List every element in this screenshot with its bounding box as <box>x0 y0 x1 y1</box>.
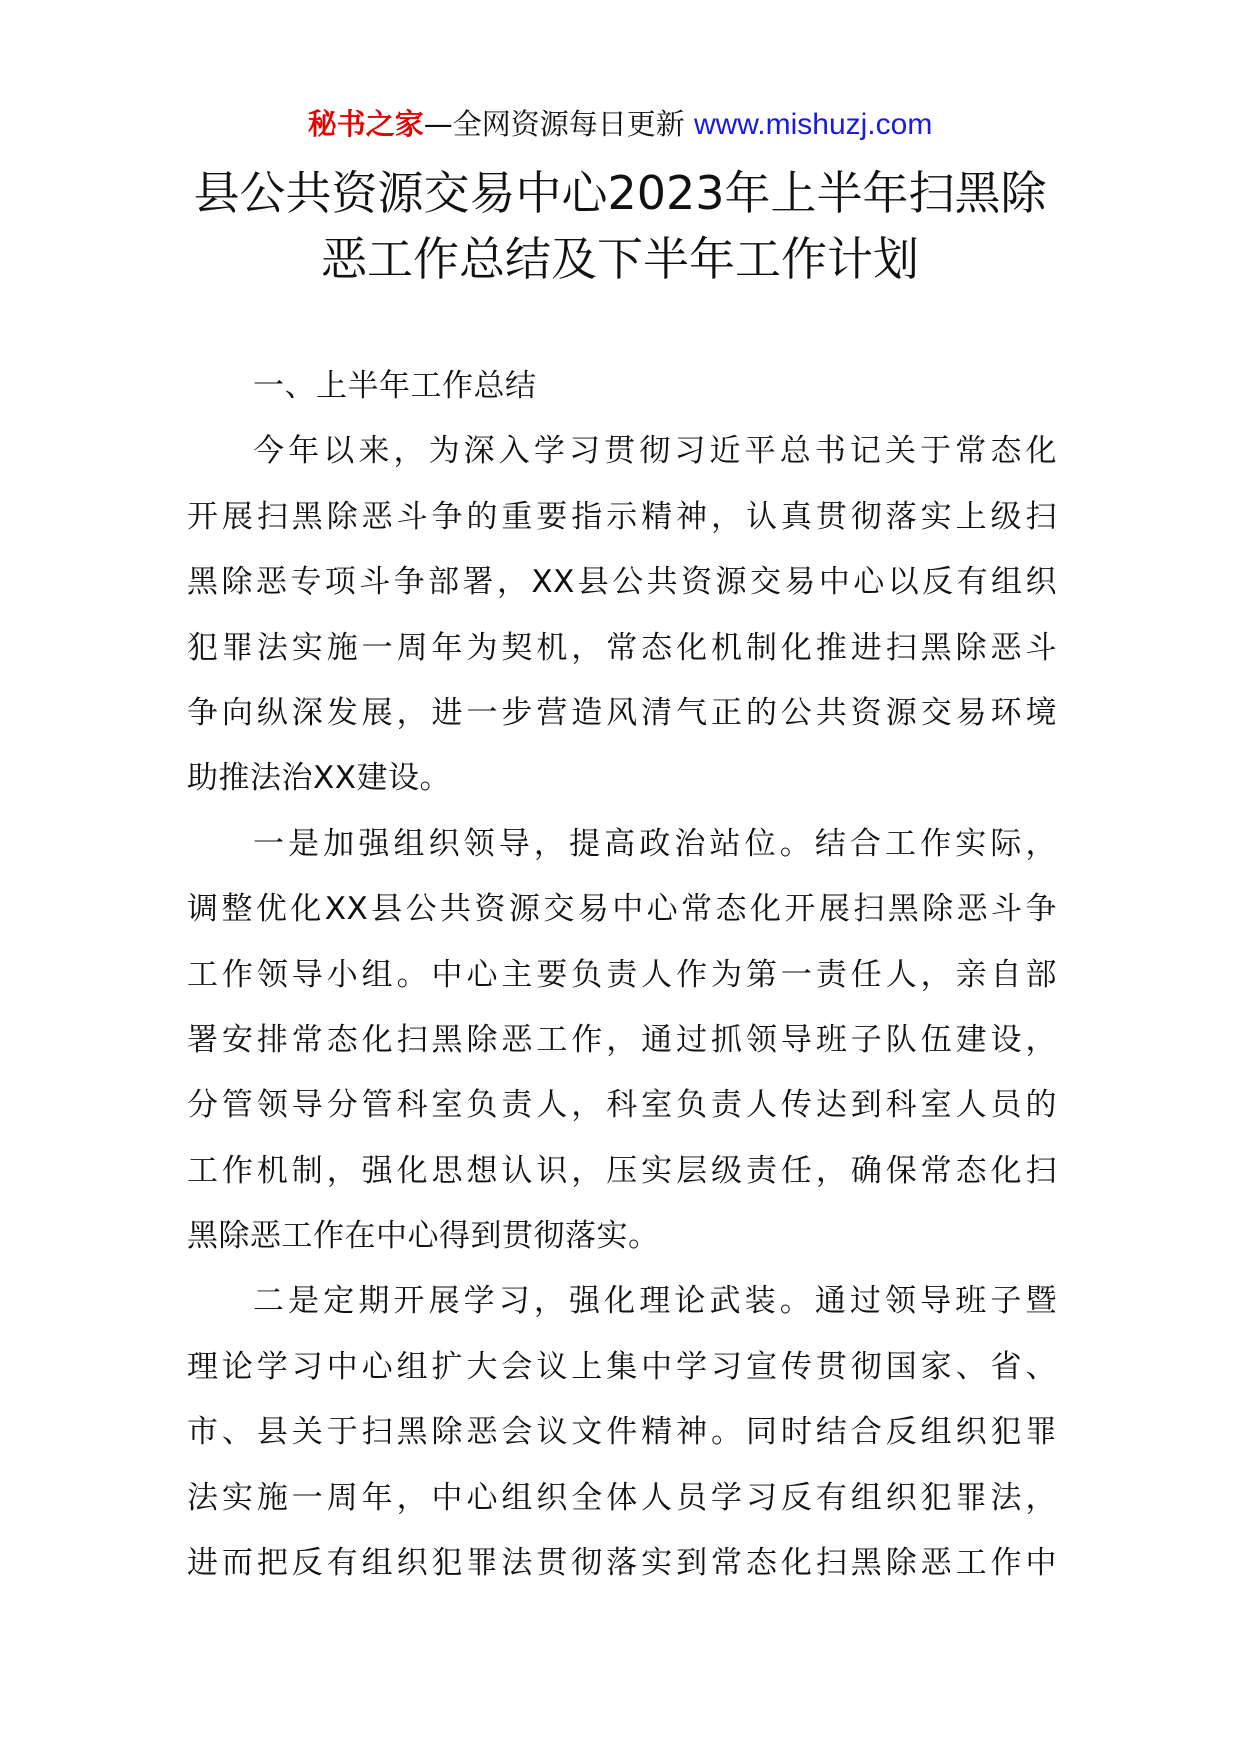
paragraph-line: 署安排常态化扫黑除恶工作，通过抓领导班子队伍建设， <box>187 1021 1057 1058</box>
title-line: 县公共资源交易中心2023年上半年扫黑除 <box>193 166 1047 220</box>
section-heading: 一、上半年工作总结 <box>253 368 537 404</box>
document-title <box>150 160 1090 292</box>
paragraph-line: 争向纵深发展，进一步营造风清气正的公共资源交易环境 <box>187 694 1057 731</box>
paragraph-line: 一是加强组织领导，提高政治站位。结合工作实际， <box>253 825 1057 862</box>
paragraph-line: 助推法治XX建设。 <box>187 760 451 797</box>
paragraph-line: 黑除恶工作在中心得到贯彻落实。 <box>187 1218 660 1255</box>
paragraph-line: 开展扫黑除恶斗争的重要指示精神，认真贯彻落实上级扫 <box>187 498 1057 535</box>
paragraph-line: 法实施一周年，中心组织全体人员学习反有组织犯罪法， <box>187 1479 1057 1516</box>
paragraph-line: 二是定期开展学习，强化理论武装。通过领导班子暨 <box>253 1283 1057 1320</box>
paragraph-line: 犯罪法实施一周年为契机，常态化机制化推进扫黑除恶斗 <box>187 629 1057 666</box>
paragraph-line: 市、县关于扫黑除恶会议文件精神。同时结合反组织犯罪 <box>187 1414 1057 1451</box>
banner-tagline: —全网资源每日更新 <box>423 107 685 141</box>
paragraph-line: 黑除恶专项斗争部署，XX县公共资源交易中心以反有组织 <box>187 564 1057 601</box>
site-url-link[interactable]: www.mishuzj.com <box>693 108 933 141</box>
title-line: 恶工作总结及下半年工作计划 <box>321 232 919 286</box>
paragraph-line: 进而把反有组织犯罪法贯彻落实到常态化扫黑除恶工作中 <box>187 1545 1057 1582</box>
paragraph-line: 理论学习中心组扩大会议上集中学习宣传贯彻国家、省、 <box>187 1348 1057 1385</box>
paragraph-line: 调整优化XX县公共资源交易中心常态化开展扫黑除恶斗争 <box>187 891 1057 928</box>
site-banner <box>0 104 1240 145</box>
paragraph-line: 今年以来，为深入学习贯彻习近平总书记关于常态化 <box>253 433 1057 470</box>
paragraph-line: 分管领导分管科室负责人，科室负责人传达到科室人员的 <box>187 1087 1057 1124</box>
paragraph-line: 工作领导小组。中心主要负责人作为第一责任人，亲自部 <box>187 956 1057 993</box>
brand-name: 秘书之家 <box>307 107 424 141</box>
document-body <box>187 354 1057 1596</box>
paragraph-line: 工作机制，强化思想认识，压实层级责任，确保常态化扫 <box>187 1152 1057 1189</box>
